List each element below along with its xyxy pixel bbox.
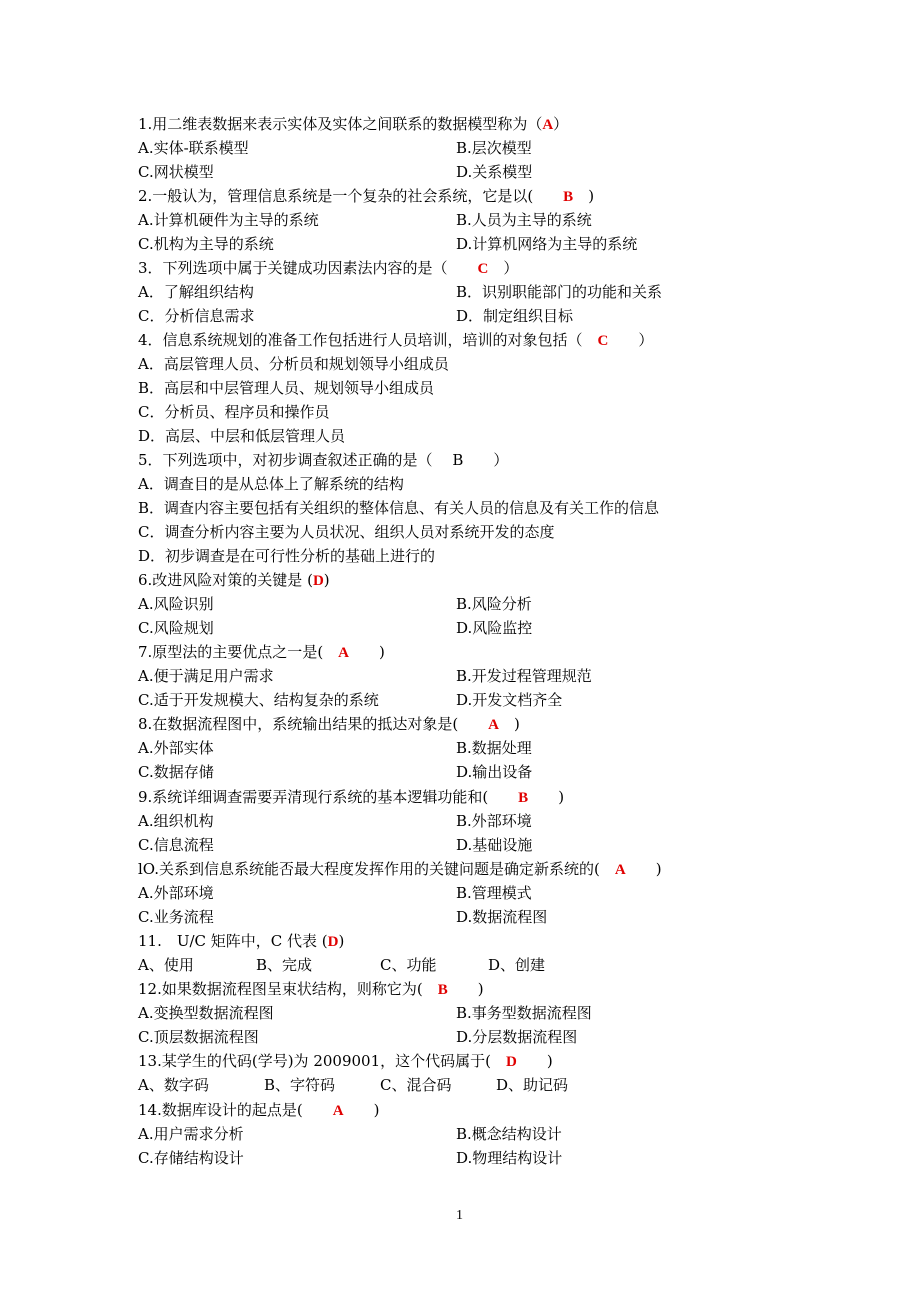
question-13: 13.某学生的代码(学号)为 2009001，这个代码属于( D ) xyxy=(138,1052,553,1070)
q8-option-a: A.外部实体 xyxy=(138,739,214,757)
q7-option-a: A.便于满足用户需求 xyxy=(138,667,274,685)
q6-option-b: B.风险分析 xyxy=(456,595,532,613)
q8-option-b: B.数据处理 xyxy=(456,739,532,757)
answer-4: C xyxy=(597,333,609,349)
q1-option-b: B.层次模型 xyxy=(456,139,532,157)
q4-option-b: B．高层和中层管理人员、规划领导小组成员 xyxy=(138,379,435,397)
q12-option-b: B.事务型数据流程图 xyxy=(456,1004,592,1022)
question-2: 2.一般认为，管理信息系统是一个复杂的社会系统，它是以( B ) xyxy=(138,187,595,205)
q14-option-c: C.存储结构设计 xyxy=(138,1149,244,1167)
q3-option-b: B．识别职能部门的功能和关系 xyxy=(456,283,663,301)
q11-option-d: D、创建 xyxy=(488,956,546,974)
q3-option-c: C．分析信息需求 xyxy=(138,307,255,325)
question-12: 12.如果数据流程图呈束状结构，则称它为( B ) xyxy=(138,980,484,998)
question-9: 9.系统详细调查需要弄清现行系统的基本逻辑功能和( B ) xyxy=(138,788,565,806)
q10-option-c: C.业务流程 xyxy=(138,908,214,926)
question-5: 5．下列选项中，对初步调查叙述正确的是（ B ） xyxy=(138,451,509,469)
question-14: 14.数据库设计的起点是( A ) xyxy=(138,1101,380,1119)
q1-option-c: C.网状模型 xyxy=(138,163,214,181)
q13-option-d: D、助记码 xyxy=(496,1076,569,1094)
q5-option-c: C．调查分析内容主要为人员状况、组织人员对系统开发的态度 xyxy=(138,523,555,541)
q2-option-c: C.机构为主导的系统 xyxy=(138,235,274,253)
q13-option-b: B、字符码 xyxy=(264,1076,336,1094)
question-7: 7.原型法的主要优点之一是( A ) xyxy=(138,643,385,661)
question-11: 11. U/C 矩阵中，C 代表 (D) xyxy=(138,932,345,950)
q11-option-a: A、使用 xyxy=(138,956,194,974)
q1-option-d: D.关系模型 xyxy=(456,163,533,181)
q5-option-b: B．调查内容主要包括有关组织的整体信息、有关人员的信息及有关工作的信息 xyxy=(138,499,660,517)
q3-option-d: D．制定组织目标 xyxy=(456,307,574,325)
page-number: 1 xyxy=(456,1208,463,1223)
answer-2: B xyxy=(563,189,574,205)
q4-option-c: C．分析员、程序员和操作员 xyxy=(138,403,330,421)
q6-option-a: A.风险识别 xyxy=(138,595,214,613)
answer-3: C xyxy=(477,261,489,277)
answer-11: D xyxy=(327,934,339,950)
q7-option-b: B.开发过程管理规范 xyxy=(456,667,592,685)
q2-option-d: D.计算机网络为主导的系统 xyxy=(456,235,638,253)
q10-option-d: D.数据流程图 xyxy=(456,908,548,926)
q7-option-d: D.开发文档齐全 xyxy=(456,691,563,709)
q9-option-d: D.基础设施 xyxy=(456,836,533,854)
q9-option-c: C.信息流程 xyxy=(138,836,214,854)
q1-option-a: A.实体-联系模型 xyxy=(138,139,249,157)
q4-option-a: A．高层管理人员、分析员和规划领导小组成员 xyxy=(138,355,449,373)
answer-13: D xyxy=(506,1054,517,1070)
answer-8: A xyxy=(488,717,500,733)
answer-7: A xyxy=(338,645,350,661)
answer-6: D xyxy=(312,573,324,589)
answer-14: A xyxy=(332,1103,344,1119)
q3-option-a: A．了解组织结构 xyxy=(138,283,254,301)
q11-option-c: C、功能 xyxy=(380,956,437,974)
q11-option-b: B、完成 xyxy=(256,956,313,974)
q14-option-d: D.物理结构设计 xyxy=(456,1149,563,1167)
question-1: 1.用二维表数据来表示实体及实体之间联系的数据模型称为（A） xyxy=(138,115,569,133)
question-4: 4．信息系统规划的准备工作包括进行人员培训，培训的对象包括（ C ） xyxy=(138,331,654,349)
q10-option-a: A.外部环境 xyxy=(138,884,214,902)
answer-12: B xyxy=(437,982,448,998)
question-10: lO.关系到信息系统能否最大程度发挥作用的关键问题是确定新系统的( A ) xyxy=(138,860,662,878)
q9-option-a: A.组织机构 xyxy=(138,812,214,830)
answer-10: A xyxy=(614,862,626,878)
q2-option-a: A.计算机硬件为主导的系统 xyxy=(138,211,319,229)
q2-option-b: B.人员为主导的系统 xyxy=(456,211,592,229)
q12-option-a: A.变换型数据流程图 xyxy=(138,1004,274,1022)
q4-option-d: D．高层、中层和低层管理人员 xyxy=(138,427,346,445)
q14-option-a: A.用户需求分析 xyxy=(138,1125,244,1143)
answer-1: A xyxy=(542,117,554,133)
q8-option-c: C.数据存储 xyxy=(138,763,214,781)
q9-option-b: B.外部环境 xyxy=(456,812,532,830)
q12-option-c: C.顶层数据流程图 xyxy=(138,1028,259,1046)
q8-option-d: D.输出设备 xyxy=(456,763,533,781)
q13-option-a: A、数字码 xyxy=(138,1076,209,1094)
question-8: 8.在数据流程图中，系统输出结果的抵达对象是( A ) xyxy=(138,715,520,733)
q14-option-b: B.概念结构设计 xyxy=(456,1125,562,1143)
q5-option-a: A．调查目的是从总体上了解系统的结构 xyxy=(138,475,404,493)
q13-option-c: C、混合码 xyxy=(380,1076,452,1094)
question-6: 6.改进风险对策的关键是 (D) xyxy=(138,571,330,589)
q6-option-c: C.风险规划 xyxy=(138,619,214,637)
question-3: 3．下列选项中属于关键成功因素法内容的是（ C ） xyxy=(138,259,519,277)
answer-9: B xyxy=(518,790,529,806)
q10-option-b: B.管理模式 xyxy=(456,884,532,902)
q12-option-d: D.分层数据流程图 xyxy=(456,1028,578,1046)
q6-option-d: D.风险监控 xyxy=(456,619,533,637)
q7-option-c: C.适于开发规模大、结构复杂的系统 xyxy=(138,691,379,709)
q5-option-d: D．初步调查是在可行性分析的基础上进行的 xyxy=(138,547,436,565)
